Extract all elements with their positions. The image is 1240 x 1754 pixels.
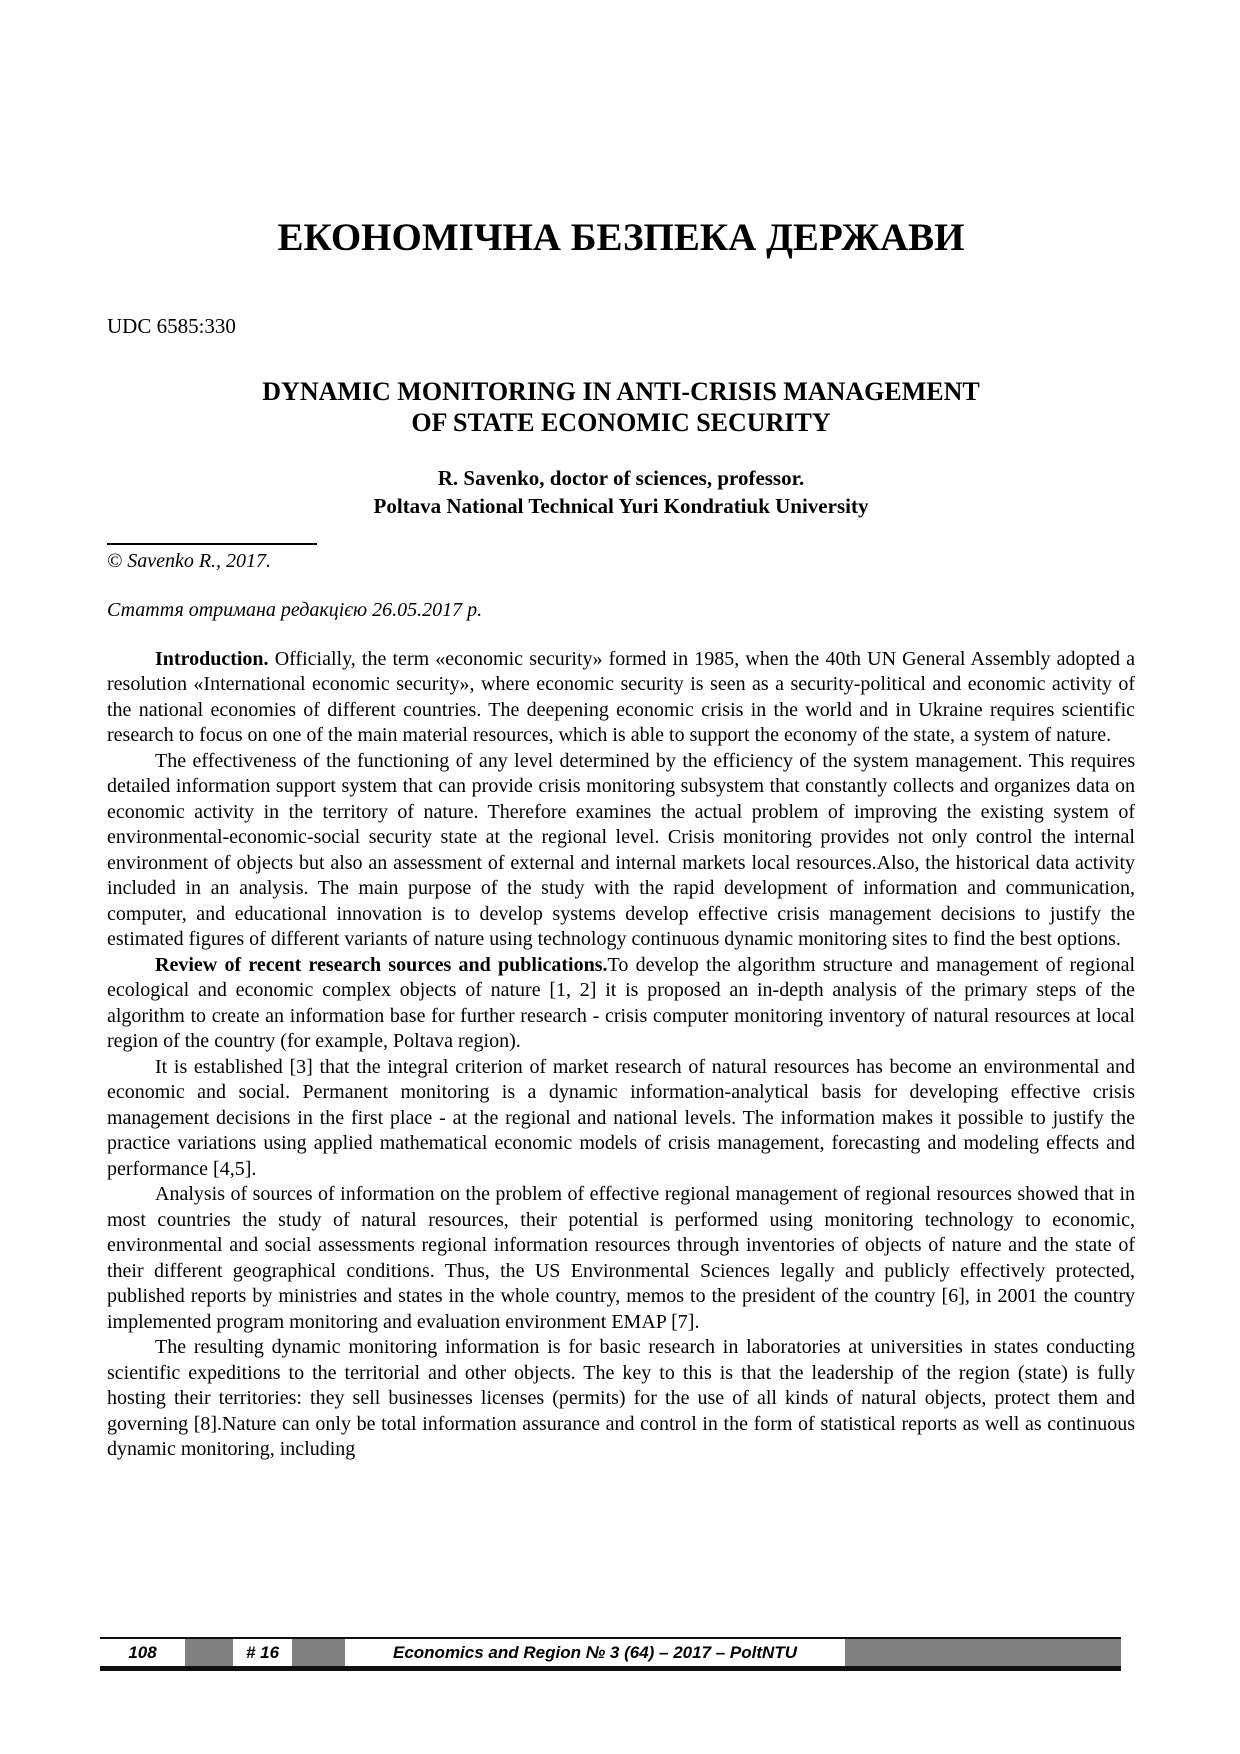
paragraph-text: Officially, the term «economic security» formed in 1985, when the 40th UN General Assembly adopted a resolution «International economic security», where economic security is seen as a security-political and economic activity of the national economies of different countries. The deepening economic crisis in the world and in Ukraine requires scientific research to focus on one of the main material resources, which is able to support the economy of the state, a system of nature. <box>107 647 1135 747</box>
article-title-line1: DYNAMIC MONITORING IN ANTI-CRISIS MANAGEMENT <box>262 377 980 406</box>
footnote-divider <box>107 543 317 545</box>
paragraph <box>107 1182 1135 1335</box>
paragraph-text: It is established [3] that the integral criterion of market research of natural resources has become an environmental and economic and social. Permanent monitoring is a dynamic information-analytical basis for developing effective crisis management decisions in the first place - at the regional and national levels. The information makes it possible to justify the practice variations using applied mathematical economic models of crisis management, forecasting and modeling effects and performance [4,5]. <box>107 1055 1135 1180</box>
paragraph-text: The effectiveness of the functioning of any level determined by the efficiency of the system management. This requires detailed information support system that can provide crisis monitoring subsystem that constantly collects and organizes data on economic activity in the territory of nature. Therefore examines the actual problem of improving the existing system of environmental-economic-social security state at the regional level. Crisis monitoring provides not only control the internal environment of objects but also an assessment of external and internal markets local resources.Also, the historical data activity included in an analysis. The main purpose of the study with the rapid development of information and communication, computer, and educational innovation is to develop systems develop effective crisis management decisions to justify the estimated figures of different variants of nature using technology continuous dynamic monitoring sites to find the best options. <box>107 749 1135 951</box>
paragraph <box>107 1335 1135 1463</box>
paragraph-text: The resulting dynamic monitoring information is for basic research in laboratories at universities in states conducting scientific expeditions to the territorial and other objects. The key to this is that the leadership of the region (state) is fully hosting their territories: they sell businesses licenses (permits) for the use of all kinds of natural objects, protect them and governing [8].Nature can only be total information assurance and control in the form of statistical reports as well as continuous dynamic monitoring, including <box>107 1336 1135 1461</box>
paragraph-text: Analysis of sources of information on the problem of effective regional management of regional resources showed that in most countries the study of natural resources, their potential is performed using monitoring technology to economic, environmental and social assessments regional information resources through inventories of objects of nature and the state of their different geographical conditions. Thus, the US Environmental Sciences legally and publicly effectively protected, published reports by ministries and states in the whole country, memos to the president of the country [6], in 2001 the country implemented program monitoring and evaluation environment EMAP [7]. <box>107 1183 1135 1333</box>
footer-spacer <box>845 1639 1121 1666</box>
byline <box>107 465 1135 520</box>
article-title-line2: OF STATE ECONOMIC SECURITY <box>411 407 831 437</box>
footer-spacer <box>185 1639 233 1666</box>
paragraph-lead: Introduction. <box>155 647 269 670</box>
author-line: R. Savenko, doctor of sciences, professor. <box>437 466 805 491</box>
paragraph-introduction <box>107 647 1135 749</box>
page-footer <box>100 1637 1121 1671</box>
issue-number: # 16 <box>233 1639 292 1666</box>
paragraph <box>107 749 1135 953</box>
paragraph-lead: Review of recent research sources and publications. <box>155 953 608 976</box>
article-body <box>107 647 1135 1463</box>
paragraph-review <box>107 953 1135 1055</box>
journal-title: Economics and Region № 3 (64) – 2017 – PoltNTU <box>345 1639 845 1666</box>
page-number: 108 <box>100 1639 185 1666</box>
affiliation-line: Poltava National Technical Yuri Kondratiuk University <box>373 494 869 519</box>
article-title <box>107 377 1135 438</box>
footer-spacer <box>292 1639 345 1666</box>
page-content <box>0 215 1135 1463</box>
paragraph-text: To develop the algorithm structure and management of regional ecological and economic complex objects of nature [1, 2] it is proposed an in-depth analysis of the primary steps of the algorithm to create an information base for further research - crisis computer monitoring inventory of natural resources at local region of the country (for example, Poltava region). <box>107 953 1136 1053</box>
copyright-note: © Savenko R., 2017. <box>107 549 272 572</box>
udc-code: UDC 6585:330 <box>107 314 236 338</box>
received-date-note: Стаття отримана редакцією 26.05.2017 р. <box>107 598 483 621</box>
paragraph <box>107 1055 1135 1183</box>
section-title: ЕКОНОМІЧНА БЕЗПЕКА ДЕРЖАВИ <box>277 216 965 259</box>
